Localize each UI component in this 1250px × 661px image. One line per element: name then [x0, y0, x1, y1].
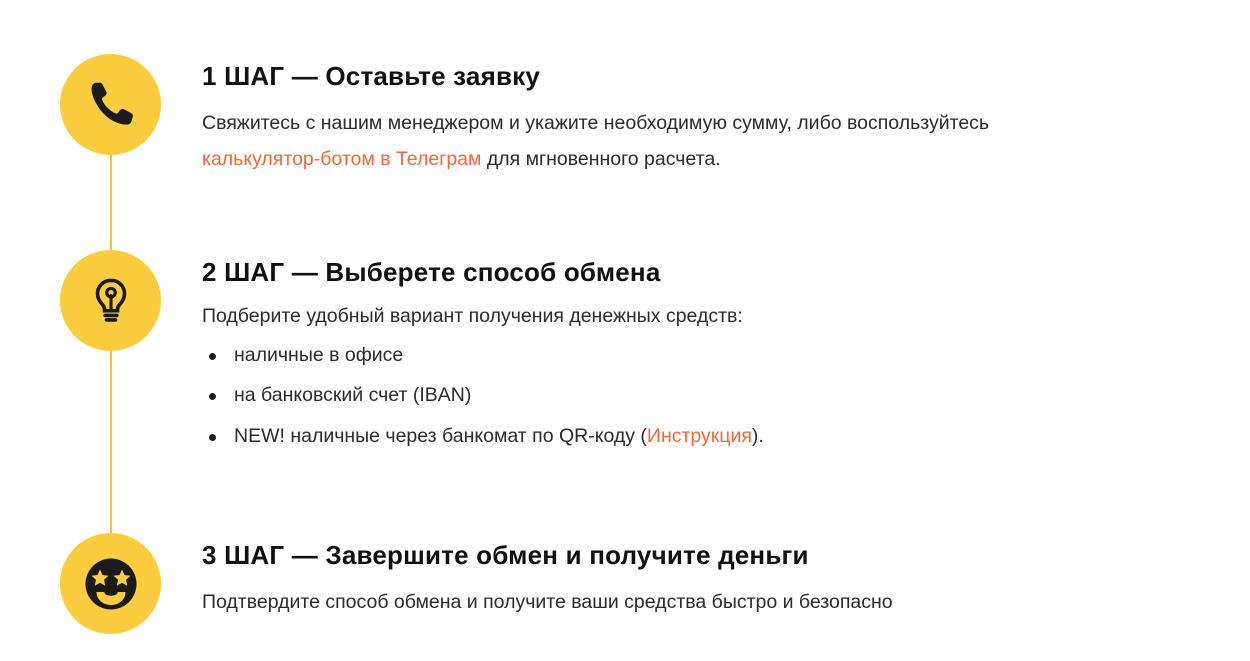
step-text-1-after: для мгновенного расчета.: [481, 147, 721, 170]
list-item: [202, 386, 764, 406]
instruction-link[interactable]: Инструкция: [646, 424, 752, 447]
step-text-1-before: Свяжитесь с нашим менеджером и укажите необходимую сумму, либо воспользуйтесь: [202, 111, 990, 134]
option-1-text: наличные в офисе: [234, 343, 404, 366]
option-3-text-after: ).: [751, 424, 764, 447]
step-content-2: [202, 250, 764, 467]
step-text-3: Подтвердите способ обмена и получите ваши средства быстро и безопасно: [202, 590, 893, 613]
step-item-3: [60, 533, 893, 634]
option-3-text: NEW! наличные через банкомат по QR-коду (: [234, 424, 647, 447]
step-text-1: [202, 105, 1032, 177]
step-title-2: 2 ШАГ — Выберете способ обмена: [202, 257, 661, 287]
list-item: [202, 343, 764, 366]
step-item-1: [60, 54, 1032, 177]
step-content-3: [202, 533, 893, 620]
option-2-text: на банковский счет (IBAN): [234, 384, 472, 407]
step-content-1: [202, 54, 1032, 177]
step-title-1: 1 ШАГ — Оставьте заявку: [202, 61, 541, 91]
step-item-2: [60, 250, 764, 467]
phone-icon: [60, 54, 161, 155]
star-struck-icon: [60, 533, 161, 634]
step-title-3: 3 ШАГ — Завершите обмен и получите деньги: [202, 540, 809, 570]
list-item: [202, 424, 764, 447]
step-2-intro: Подберите удобный вариант получения денежных средств:: [202, 304, 743, 327]
lightbulb-icon: [60, 250, 161, 351]
telegram-calculator-link[interactable]: калькулятор-ботом в Телеграм: [202, 147, 482, 170]
exchange-options-list: [202, 343, 764, 447]
